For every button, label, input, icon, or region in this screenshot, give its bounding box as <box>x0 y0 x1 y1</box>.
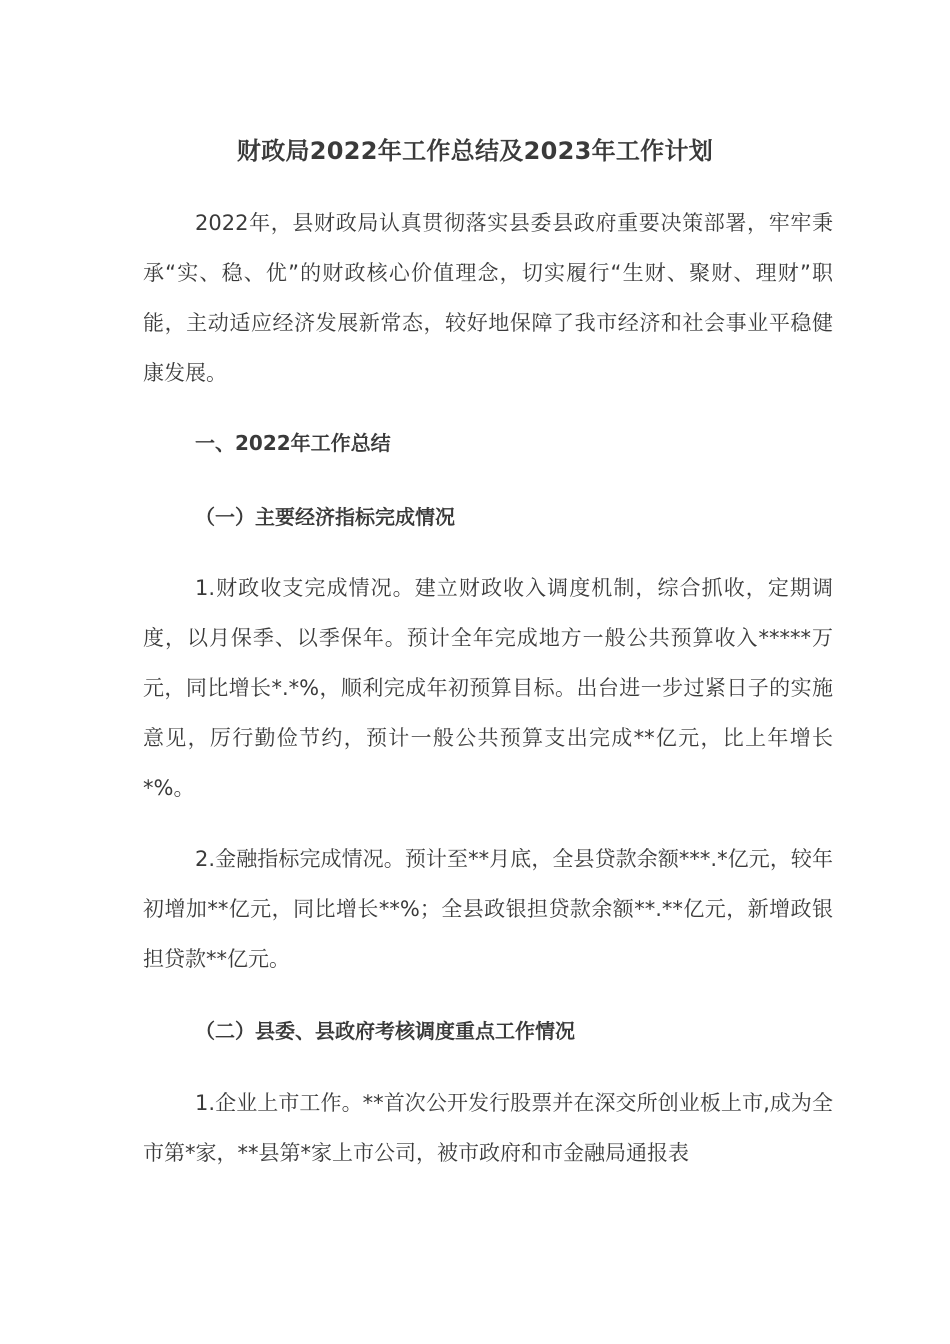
subsection-heading-economic-indicators: （一）主要经济指标完成情况 <box>195 505 455 529</box>
item-fiscal-revenue-paragraph: 1.财政收支完成情况。建立财政收入调度机制，综合抓收，定期调度，以月保季、以季保年。预计全年完成地方一般公共预算收入*****万元，同比增长*.*%，顺利完成年初预算目标。出台进一步过紧日子的实施意见，厉行勤俭节约，预计一般公共预算支出完成**亿元，比上年增长*%。 <box>143 576 833 800</box>
section-heading-summary: 一、2022年工作总结 <box>195 431 391 455</box>
document-title: 财政局2022年工作总结及2023年工作计划 <box>236 137 714 165</box>
item-financial-indicators-paragraph: 2.金融指标完成情况。预计至**月底，全县贷款余额***.*亿元，较年初增加**亿元，同比增长**%；全县政银担贷款余额**.**亿元，新增政银担贷款**亿元。 <box>143 847 833 971</box>
item-listing-paragraph: 1.企业上市工作。**首次公开发行股票并在深交所创业板上市,成为全市第*家，**县第*家上市公司，被市政府和市金融局通报表 <box>143 1091 833 1165</box>
intro-paragraph: 2022年，县财政局认真贯彻落实县委县政府重要决策部署，牢牢秉承“实、稳、优”的财政核心价值理念，切实履行“生财、聚财、理财”职能，主动适应经济发展新常态，较好地保障了我市经济和社会事业平稳健康发展。 <box>143 211 833 385</box>
subsection-heading-key-work: （二）县委、县政府考核调度重点工作情况 <box>195 1019 575 1043</box>
